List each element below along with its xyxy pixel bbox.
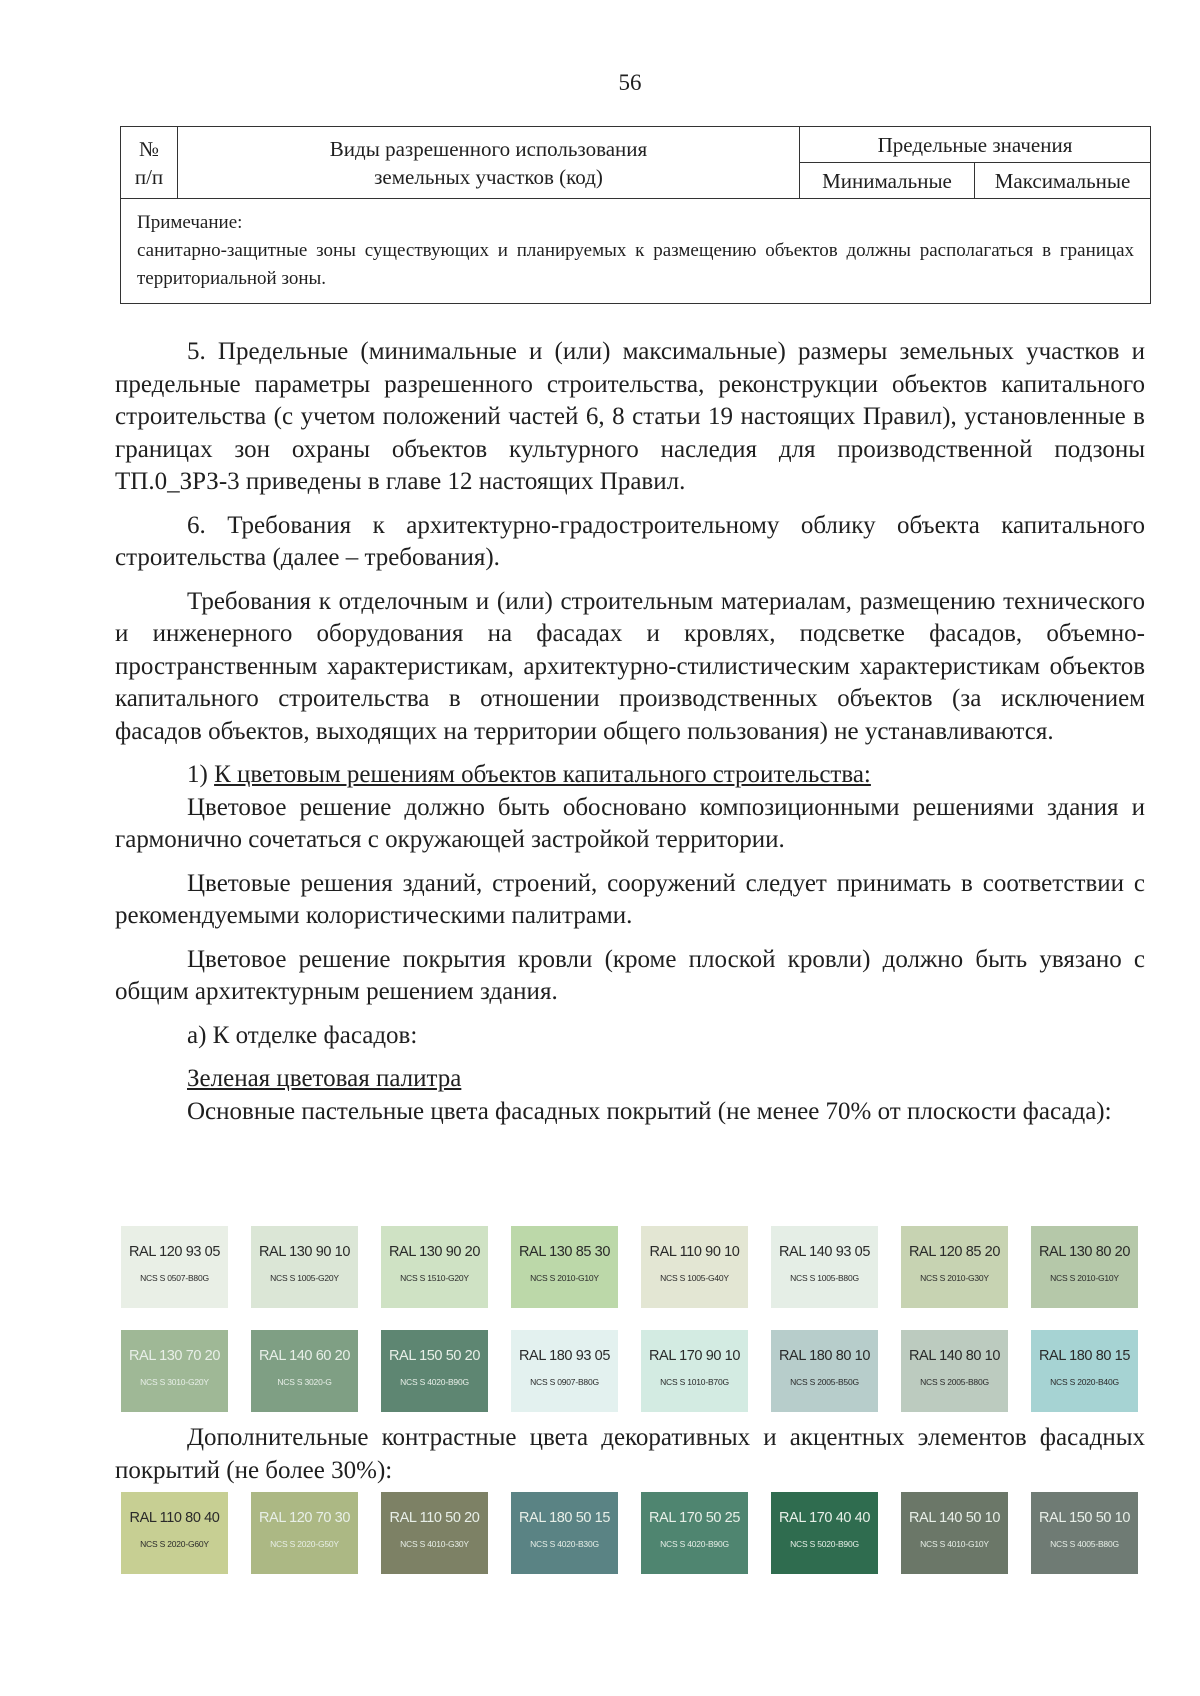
swatch-ral-code: RAL 180 93 05: [518, 1348, 610, 1364]
swatch-ncs-code: NCS S 4010-G30Y: [400, 1539, 469, 1549]
color-swatch: [771, 1226, 878, 1308]
swatch-ral-code: RAL 150 50 10: [1038, 1510, 1130, 1526]
swatch-row-extra: [121, 1492, 1151, 1574]
swatch-ncs-code: NCS S 4020-B30G: [530, 1539, 599, 1549]
color-swatch: [511, 1226, 618, 1308]
extra-colors-text: Дополнительные контрастные цвета декоративных и акцентных элементов фасадных покрытий (не более 30%):: [115, 1424, 1145, 1484]
swatch-ncs-code: NCS S 0907-B80G: [530, 1377, 599, 1387]
zone-limits-table: [120, 126, 1151, 304]
color-swatch: [511, 1492, 618, 1574]
palette-title: Зеленая цветовая палитра: [187, 1065, 462, 1092]
swatch-ral-code: RAL 140 60 20: [258, 1348, 350, 1364]
color-swatch: [121, 1226, 228, 1308]
swatch-ncs-code: NCS S 1005-G40Y: [660, 1273, 729, 1283]
color-swatch: [901, 1226, 1008, 1308]
table-header-limits: Предельные значения: [800, 127, 1151, 163]
swatch-ral-code: RAL 120 70 30: [258, 1510, 350, 1526]
color-swatch: [1031, 1330, 1138, 1412]
paragraph-color-1: Цветовое решение должно быть обосновано композиционными решениями здания и гармонично сочетаться с окружающей застройкой территории.: [115, 793, 1145, 853]
swatch-ral-code: RAL 130 85 30: [518, 1244, 610, 1260]
swatch-ncs-code: NCS S 1010-B70G: [660, 1377, 729, 1387]
paragraph-6: 6. Требования к архитектурно-градостроительному облику объекта капитального строительства (далее – требования).: [115, 511, 1145, 571]
color-swatch: [771, 1330, 878, 1412]
color-swatch: [901, 1492, 1008, 1574]
body-text-upper: [115, 336, 1145, 1128]
color-swatch: [121, 1330, 228, 1412]
color-swatch: [641, 1492, 748, 1574]
table-header-min: Минимальные: [800, 163, 975, 199]
swatch-ral-code: RAL 140 93 05: [778, 1244, 870, 1260]
color-swatch: [1031, 1492, 1138, 1574]
color-swatch: [1031, 1226, 1138, 1308]
table-header-usage-type: [178, 127, 800, 199]
paragraph-1-heading: [115, 759, 1145, 792]
swatch-ncs-code: NCS S 4005-B80G: [1050, 1539, 1119, 1549]
swatch-ncs-code: NCS S 2020-G50Y: [270, 1539, 339, 1549]
swatch-row-main-1: [121, 1226, 1151, 1308]
swatch-ncs-code: NCS S 2020-G60Y: [140, 1539, 209, 1549]
swatch-ral-code: RAL 140 50 10: [908, 1510, 1000, 1526]
swatch-ncs-code: NCS S 1005-G20Y: [270, 1273, 339, 1283]
swatch-ral-code: RAL 150 50 20: [388, 1348, 480, 1364]
swatch-ncs-code: NCS S 2010-G30Y: [920, 1273, 989, 1283]
paragraph-1-number: 1): [187, 761, 208, 788]
color-swatch: [511, 1330, 618, 1412]
paragraph-color-3: Цветовое решение покрытия кровли (кроме плоской кровли) должно быть увязано с общим архитектурным решением здания.: [115, 945, 1145, 1005]
swatch-ral-code: RAL 130 90 20: [388, 1244, 480, 1260]
paragraph-color-2: Цветовые решения зданий, строений, сооружений следует принимать в соответствии с рекомендуемыми колористическими палитрами.: [115, 869, 1145, 929]
color-swatch: [251, 1226, 358, 1308]
table-note-text: санитарно-защитные зоны существующих и планируемых к размещению объектов должны располагаться в границах территориальной зоны.: [137, 240, 1135, 289]
swatch-ncs-code: NCS S 5020-B90G: [790, 1539, 859, 1549]
swatch-ncs-code: NCS S 3010-G20Y: [140, 1377, 209, 1387]
swatch-row-main-2: [121, 1330, 1151, 1412]
table-header-usage-line2: земельных участков (код): [374, 164, 603, 189]
swatch-ral-code: RAL 130 80 20: [1038, 1244, 1130, 1260]
page-number: 56: [618, 70, 642, 95]
swatch-ral-code: RAL 130 90 10: [258, 1244, 350, 1260]
table-note: [121, 199, 1151, 304]
swatch-ncs-code: NCS S 4010-G10Y: [920, 1539, 989, 1549]
swatch-ral-code: RAL 170 90 10: [648, 1348, 740, 1364]
swatch-ral-code: RAL 130 70 20: [128, 1348, 220, 1364]
swatch-ncs-code: NCS S 4020-B90G: [660, 1539, 729, 1549]
swatch-ral-code: RAL 110 90 10: [649, 1244, 740, 1260]
swatch-ral-code: RAL 180 80 15: [1038, 1348, 1130, 1364]
paragraph-5: 5. Предельные (минимальные и (или) максимальные) размеры земельных участков и предельные параметры разрешенного строительства, реконструкции объектов капитального строительства (с учетом положений частей 6, 8 статьи 19 настоящих Правил), установленные в границах зон охраны объектов культурного наследия для производственной подзоны ТП.0_ЗРЗ-3 приведены в главе 12 настоящих Правил.: [115, 338, 1145, 495]
table-note-title: Примечание:: [137, 212, 243, 233]
table-header-number-line1: №: [138, 136, 160, 161]
color-swatch: [641, 1330, 748, 1412]
swatch-ncs-code: NCS S 2005-B80G: [920, 1377, 989, 1387]
swatch-ncs-code: NCS S 3020-G: [277, 1377, 332, 1387]
color-swatch: [251, 1330, 358, 1412]
swatch-ral-code: RAL 110 50 20: [389, 1510, 480, 1526]
color-swatch: [381, 1226, 488, 1308]
swatch-ncs-code: NCS S 1510-G20Y: [400, 1273, 469, 1283]
swatch-ncs-code: NCS S 2010-G10Y: [530, 1273, 599, 1283]
table-header-number-line2: п/п: [134, 164, 164, 189]
color-swatch: [251, 1492, 358, 1574]
swatch-ncs-code: NCS S 1005-B80G: [790, 1273, 859, 1283]
swatch-ral-code: RAL 180 50 15: [518, 1510, 610, 1526]
swatch-ral-code: RAL 120 85 20: [908, 1244, 1000, 1260]
table-header-max: Максимальные: [975, 163, 1151, 199]
swatch-ncs-code: NCS S 2010-G10Y: [1050, 1273, 1119, 1283]
main-colors-text: Основные пастельные цвета фасадных покрытий (не менее 70% от плоскости фасада):: [187, 1097, 1112, 1125]
table-header-number: [121, 127, 178, 199]
color-swatch: [901, 1330, 1008, 1412]
paragraph-a-facades: а) К отделке фасадов:: [187, 1021, 418, 1049]
paragraph-1-title: К цветовым решениям объектов капитального строительства:: [214, 761, 871, 788]
color-swatch: [381, 1492, 488, 1574]
swatch-ral-code: RAL 120 93 05: [128, 1244, 220, 1260]
swatch-ncs-code: NCS S 4020-B90G: [400, 1377, 469, 1387]
paragraph-requirements: Требования к отделочным и (или) строительным материалам, размещению технического и инженерного оборудования на фасадах и кровлях, подсветке фасадов, объемно-пространственным характеристикам, архитектурно-стилистическим характеристикам объектов капитального строительства в отношении производственных объектов (за исключением фасадов объектов, выходящих на территории общего пользования) не устанавливаются.: [115, 587, 1145, 745]
swatch-ral-code: RAL 170 50 25: [648, 1510, 740, 1526]
swatch-ncs-code: NCS S 0507-B80G: [140, 1273, 209, 1283]
table-header-usage-line1: Виды разрешенного использования: [329, 136, 648, 161]
color-swatch: [121, 1492, 228, 1574]
swatch-ral-code: RAL 180 80 10: [778, 1348, 870, 1364]
color-swatch: [381, 1330, 488, 1412]
swatch-ncs-code: NCS S 2005-B50G: [790, 1377, 859, 1387]
swatch-ncs-code: NCS S 2020-B40G: [1050, 1377, 1119, 1387]
swatch-ral-code: RAL 140 80 10: [908, 1348, 1000, 1364]
body-text-lower: [115, 1422, 1145, 1487]
swatch-ral-code: RAL 170 40 40: [778, 1510, 870, 1526]
color-swatch: [641, 1226, 748, 1308]
swatch-ral-code: RAL 110 80 40: [129, 1510, 220, 1526]
color-swatch: [771, 1492, 878, 1574]
